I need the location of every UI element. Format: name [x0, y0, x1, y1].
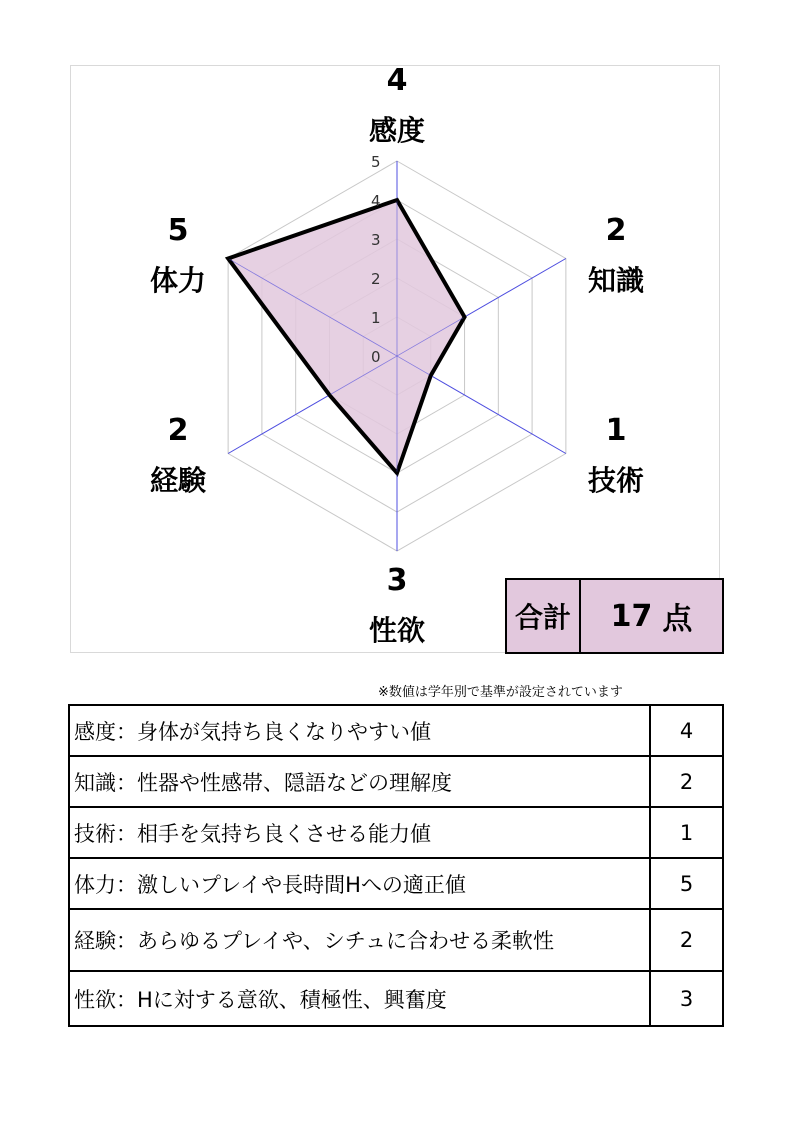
- row-value: 1: [650, 807, 723, 858]
- score-label-知識: 2: [605, 213, 627, 248]
- table-row: [69, 858, 723, 909]
- row-description: 体力：激しいプレイや長時間Hへの適正値: [69, 858, 650, 909]
- row-value: 2: [650, 909, 723, 971]
- table-row: [69, 705, 723, 756]
- total-value: 17: [610, 598, 653, 634]
- row-description: 性欲：Hに対する意欲、積極性、興奮度: [69, 971, 650, 1026]
- radar-series: [227, 161, 566, 551]
- row-value: 5: [650, 858, 723, 909]
- row-description: 感度：身体が気持ち良くなりやすい値: [69, 705, 650, 756]
- row-value: 3: [650, 971, 723, 1026]
- score-label-経験: 2: [167, 413, 189, 448]
- footnote: ※数値は学年別で基準が設定されています: [378, 685, 623, 700]
- table-row: [69, 807, 723, 858]
- total-unit: 点: [662, 602, 693, 637]
- row-value: 4: [650, 705, 723, 756]
- total-label: 合計: [507, 580, 581, 652]
- category-label-知識: 知識: [587, 264, 645, 297]
- table-row: [69, 756, 723, 807]
- tick-label: 4: [371, 192, 381, 210]
- data-point-感度: [396, 199, 399, 202]
- total-value-cell: [581, 580, 722, 652]
- data-point-知識: [463, 316, 466, 319]
- row-value: 2: [650, 756, 723, 807]
- data-point-体力: [227, 257, 230, 260]
- total-score-box: [505, 578, 724, 654]
- score-label-体力: 5: [167, 213, 189, 248]
- score-label-性欲: 3: [386, 563, 408, 598]
- score-label-感度: 4: [386, 63, 408, 98]
- data-point-技術: [429, 374, 432, 377]
- tick-label: 2: [371, 270, 381, 288]
- row-description: 知識：性器や性感帯、隠語などの理解度: [69, 756, 650, 807]
- category-label-経験: 経験: [149, 464, 207, 497]
- series-area: [228, 200, 464, 473]
- tick-label: 5: [371, 153, 381, 171]
- category-label-感度: 感度: [368, 114, 426, 147]
- category-label-性欲: 性欲: [368, 614, 426, 647]
- tick-label: 0: [371, 348, 381, 366]
- score-label-技術: 1: [605, 413, 627, 448]
- tick-label: 3: [371, 231, 381, 249]
- category-label-技術: 技術: [587, 464, 645, 497]
- stat-detail-table: [68, 704, 724, 1027]
- data-point-性欲: [396, 472, 399, 475]
- category-label-体力: 体力: [149, 264, 207, 297]
- data-point-経験: [328, 394, 331, 397]
- table-row: [69, 909, 723, 971]
- table-row: [69, 971, 723, 1026]
- row-description: 技術：相手を気持ち良くさせる能力値: [69, 807, 650, 858]
- row-description: 経験：あらゆるプレイや、シチュに合わせる柔軟性: [69, 909, 650, 971]
- tick-label: 1: [371, 309, 381, 327]
